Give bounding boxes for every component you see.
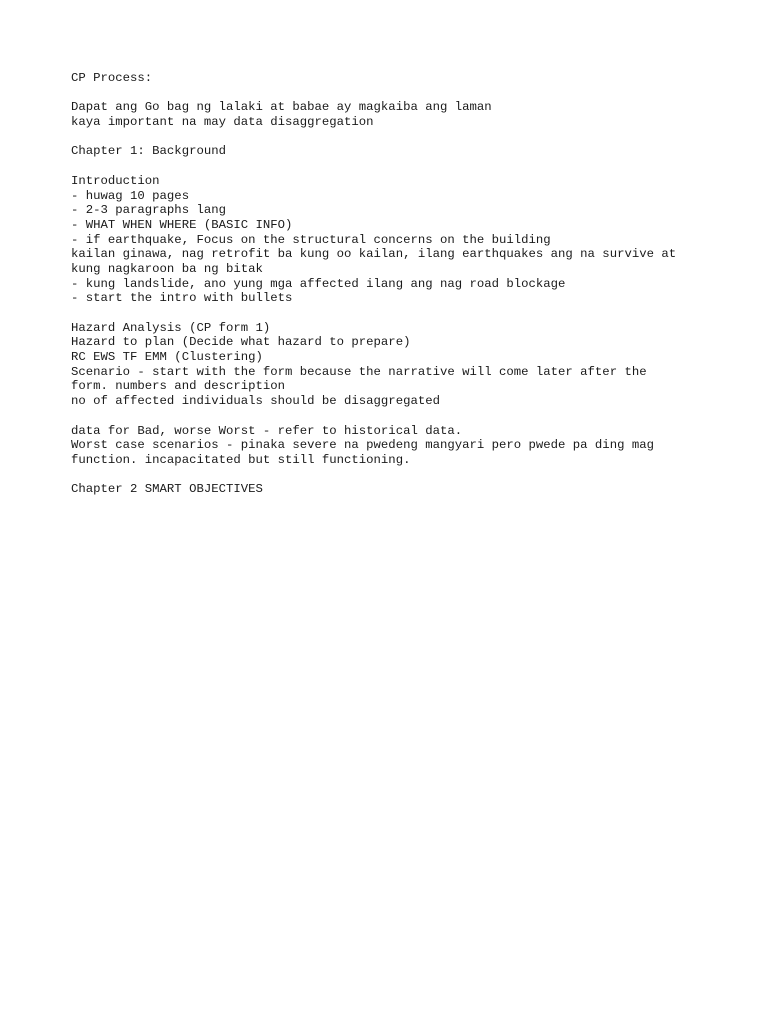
bullet-line: - 2-3 paragraphs lang [71, 203, 226, 218]
bullet-line: - kung landslide, ano yung mga affected ilang ang nag road blockage [71, 276, 566, 291]
bullet-line: - WHAT WHEN WHERE (BASIC INFO) [71, 217, 293, 232]
bullet-line: - start the intro with bullets [71, 291, 293, 306]
blank-line [71, 409, 751, 424]
text-line: data for Bad, worse Worst - refer to historical data. [71, 423, 463, 438]
blank-line [71, 86, 751, 101]
text-line: Dapat ang Go bag ng lalaki at babae ay magkaiba ang laman [71, 100, 492, 115]
heading-hazard-analysis: Hazard Analysis (CP form 1) [71, 320, 271, 335]
text-line: form. numbers and description [71, 379, 286, 394]
blank-line [71, 306, 751, 321]
text-line: kung nagkaroon ba ng bitak [71, 261, 263, 276]
blank-line [71, 130, 751, 145]
heading-introduction: Introduction [71, 173, 160, 188]
text-line: function. incapacitated but still functioning. [71, 452, 411, 467]
text-line: Scenario - start with the form because the narrative will come later after the [71, 364, 647, 379]
text-line: no of affected individuals should be disaggregated [71, 394, 440, 409]
text-line: Worst case scenarios - pinaka severe na pwedeng mangyari pero pwede pa ding mag [71, 438, 654, 453]
text-line: kailan ginawa, nag retrofit ba kung oo kailan, ilang earthquakes ang na survive at [71, 247, 677, 262]
blank-line [71, 468, 751, 483]
text-line: RC EWS TF EMM (Clustering) [71, 350, 263, 365]
text-line: kaya important na may data disaggregation [71, 115, 374, 130]
bullet-line: - huwag 10 pages [71, 188, 190, 203]
heading-cp-process: CP Process: [71, 71, 153, 85]
heading-chapter-2: Chapter 2 SMART OBJECTIVES [71, 482, 263, 497]
heading-chapter-1: Chapter 1: Background [71, 144, 226, 159]
document-page [71, 71, 751, 497]
text-line: Hazard to plan (Decide what hazard to prepare) [71, 335, 411, 350]
blank-line [71, 159, 751, 174]
bullet-line: - if earthquake, Focus on the structural concerns on the building [71, 232, 551, 247]
